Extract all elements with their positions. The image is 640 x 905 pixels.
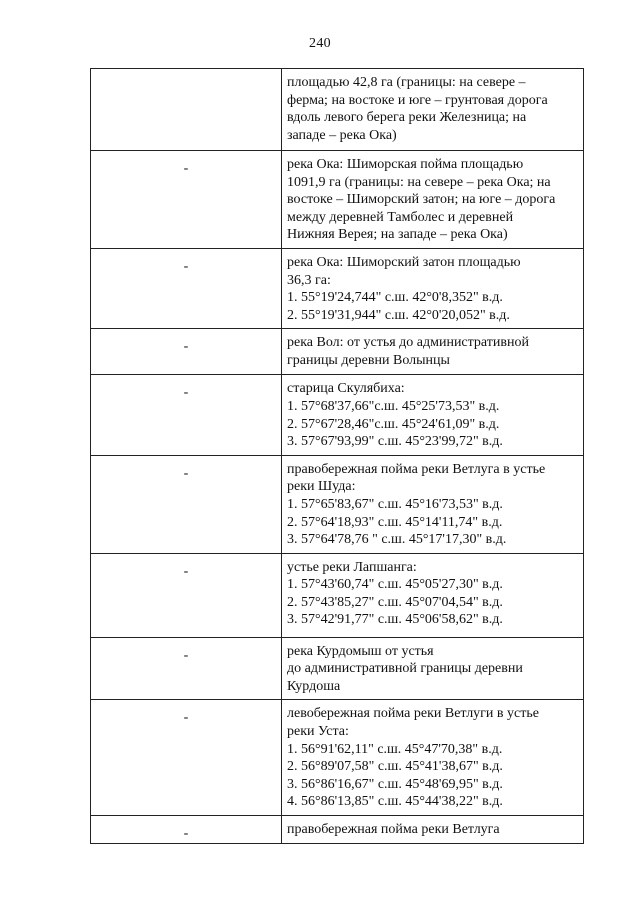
description-line: река Вол: от устья до административной [287,335,529,351]
description-line: реки Шуда: [287,479,356,495]
table-row [91,151,584,249]
row-description-cell [282,329,584,375]
row-marker-cell [91,637,282,700]
description-line: ферма; на востоке и юге – грунтовая дорога [287,92,548,108]
table-row [91,329,584,375]
table-row [91,455,584,553]
description-line: западе – река Ока) [287,127,397,143]
row-description-cell [282,637,584,700]
description-line: 3. 56°86'16,67" с.ш. 45°48'69,95" в.д. [287,776,503,792]
row-marker: - [183,258,189,274]
row-marker-cell [91,553,282,637]
description-line: востоке – Шиморский затон; на юге – дорога [287,192,556,208]
description-line: река Курдомыш от устья [287,643,434,659]
description-line: 1. 57°65'83,67" с.ш. 45°16'73,53" в.д. [287,496,503,512]
row-marker-cell [91,700,282,816]
row-marker: - [183,647,189,663]
description-line: 3. 57°64'78,76 " с.ш. 45°17'17,30" в.д. [287,532,507,548]
row-marker-cell [91,816,282,844]
description-line: 1. 57°68'37,66"с.ш. 45°25'73,53" в.д. [287,398,500,414]
description-line: между деревней Тамболес и деревней [287,209,514,225]
description-line: 2. 57°43'85,27" с.ш. 45°07'04,54" в.д. [287,594,503,610]
description-line: правобережная пойма реки Ветлуга в устье [287,461,546,477]
row-marker: - [183,563,189,579]
row-marker [91,69,281,79]
row-description-cell [282,455,584,553]
table-row [91,700,584,816]
description-line: 3. 57°67'93,99" с.ш. 45°23'99,72" в.д. [287,434,503,450]
row-marker: - [183,826,189,842]
description-line: устье реки Лапшанга: [287,559,417,575]
description-line: 1. 57°43'60,74" с.ш. 45°05'27,30" в.д. [287,577,503,593]
row-description-cell [282,248,584,328]
row-description-cell [282,69,584,151]
table-row [91,69,584,151]
document-table [90,68,584,844]
description-line: 4. 56°86'13,85" с.ш. 45°44'38,22" в.д. [287,794,503,810]
description-line: границы деревни Волынцы [287,352,450,368]
table-row [91,375,584,455]
table-row [91,248,584,328]
description-line: левобережная пойма реки Ветлуги в устье [287,706,539,722]
description-line: вдоль левого берега реки Железница; на [287,110,527,126]
row-marker-cell [91,375,282,455]
row-marker-cell [91,151,282,249]
description-line: 2. 57°64'18,93" с.ш. 45°14'11,74" в.д. [287,514,503,530]
row-marker: - [183,385,189,401]
row-marker-cell [91,69,282,151]
description-line: 2. 56°89'07,58" с.ш. 45°41'38,67" в.д. [287,759,503,775]
description-line: площадью 42,8 га (границы: на севере – [287,75,526,90]
page-number: 240 [309,36,331,51]
row-description-cell [282,816,584,844]
description-line: 1. 56°91'62,11" с.ш. 45°47'70,38" в.д. [287,741,503,757]
description-line: 1. 55°19'24,744" с.ш. 42°0'8,352" в.д. [287,290,503,306]
row-marker: - [183,710,189,726]
description-line: 36,3 га: [287,272,331,288]
row-marker-cell [91,248,282,328]
description-line: река Ока: Шиморский затон площадью [287,254,521,270]
row-marker-cell [91,455,282,553]
description-line: 1091,9 га (границы: на севере – река Ока; на [287,174,551,190]
table-body [91,69,584,844]
table-row [91,637,584,700]
description-line: старица Скулябиха: [287,381,405,397]
description-line: Нижняя Верея; на западе – река Ока) [287,227,508,243]
description-line: река Ока: Шиморская пойма площадью [287,157,524,172]
description-line: 3. 57°42'91,77" с.ш. 45°06'58,62" в.д. [287,612,503,628]
row-marker: - [183,339,189,355]
table-row [91,553,584,637]
description-line: правобережная пойма реки Ветлуга [287,822,500,838]
row-description-cell [282,553,584,637]
description-line: 2. 57°67'28,46"с.ш. 45°24'61,09" в.д. [287,416,500,432]
row-description-cell [282,375,584,455]
description-line: до административной границы деревни [287,661,523,677]
description-line: 2. 55°19'31,944" с.ш. 42°0'20,052" в.д. [287,307,510,323]
row-marker-cell [91,329,282,375]
row-description-cell [282,700,584,816]
row-marker: - [183,465,189,481]
row-marker: - [183,161,189,176]
row-description-cell [282,151,584,249]
table-row [91,816,584,844]
description-line: Курдоша [287,678,341,694]
description-line: реки Уста: [287,724,349,740]
